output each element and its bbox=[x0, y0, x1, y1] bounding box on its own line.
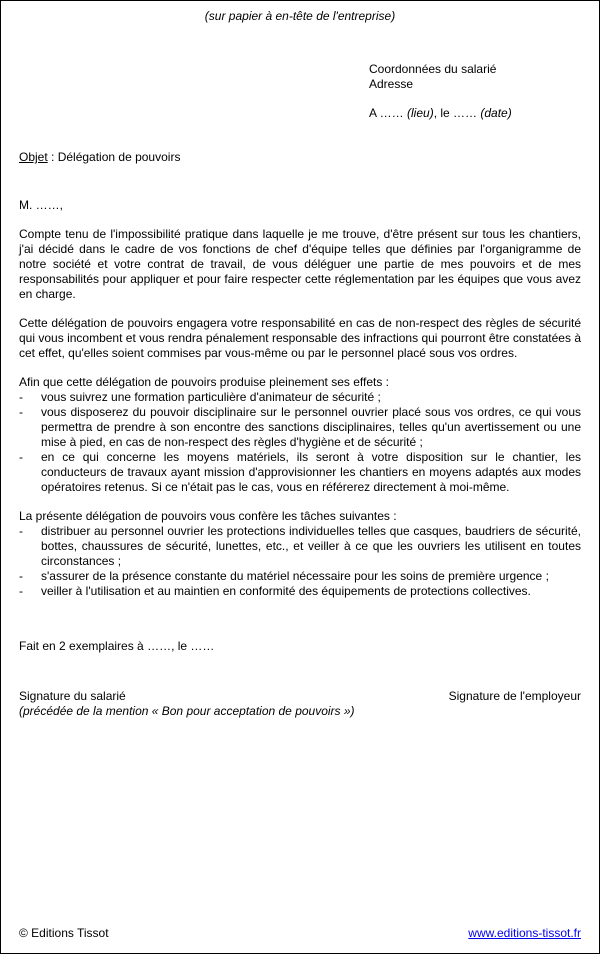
list-item bbox=[19, 569, 581, 584]
list-item bbox=[19, 450, 581, 495]
recipient-name-line: Coordonnées du salarié bbox=[369, 62, 497, 76]
list-item-text: distribuer au personnel ouvrier les protections individuelles telles que casques, baudriers de sécurité, bottes, chaussures de sécurité, lunettes, etc., et veiller à ce que les ouvriers les utilisent en toutes circonstances ; bbox=[41, 524, 581, 568]
place-date-line bbox=[369, 106, 581, 121]
paragraph-2: Cette délégation de pouvoirs engagera votre responsabilité en cas de non-respect des règles de sécurité qui vous incombent et vous rendra pénalement responsable des infractions qui pourront être constatées à cet effet, qu'elles soient commises par vous-même ou par le personnel placé sous vos ordres. bbox=[19, 316, 581, 360]
employee-signature-block bbox=[19, 689, 355, 719]
date-part: , le …… bbox=[433, 106, 481, 120]
list-2-intro: La présente délégation de pouvoirs vous confère les tâches suivantes : bbox=[19, 509, 397, 523]
list-item-text: veiller à l'utilisation et au maintien en conformité des équipements de protections collectives. bbox=[41, 584, 531, 598]
page-footer bbox=[19, 926, 581, 941]
bullet-dash: - bbox=[19, 390, 23, 404]
list-1-intro: Afin que cette délégation de pouvoirs produise pleinement ses effets : bbox=[19, 375, 390, 389]
list-item-text: vous suivrez une formation particulière d'animateur de sécurité ; bbox=[41, 390, 381, 404]
closing-line: Fait en 2 exemplaires à ……, le …… bbox=[19, 639, 215, 653]
subject-line bbox=[19, 150, 581, 165]
signature-block bbox=[19, 689, 581, 719]
bullet-dash: - bbox=[19, 524, 23, 538]
employee-signature-label: Signature du salarié bbox=[19, 689, 126, 703]
date-part: A …… bbox=[369, 106, 408, 120]
bullet-dash: - bbox=[19, 450, 23, 464]
subject-text: : Délégation de pouvoirs bbox=[47, 150, 181, 164]
list-2 bbox=[19, 524, 581, 599]
list-item bbox=[19, 524, 581, 569]
recipient-address-line: Adresse bbox=[369, 77, 414, 91]
bullet-dash: - bbox=[19, 584, 23, 598]
address-block bbox=[369, 62, 581, 121]
list-item-text: s'assurer de la présence constante du matériel nécessaire pour les soins de première urgence ; bbox=[41, 569, 549, 583]
list-item-text: en ce qui concerne les moyens matériels, ils seront à votre disposition sur le chantier, les conducteurs de travaux ayant mission d'approvisionner les chantiers en moyens adaptés aux modes opératoires retenus. Si ce n'était pas le cas, vous en référerez directement à moi-même. bbox=[41, 450, 581, 494]
list-1 bbox=[19, 390, 581, 495]
list-item bbox=[19, 584, 581, 599]
letterhead-note: (sur papier à en-tête de l'entreprise) bbox=[204, 9, 396, 23]
copyright-text: © Editions Tissot bbox=[19, 926, 109, 940]
employer-signature-label: Signature de l'employeur bbox=[448, 689, 581, 703]
lieu-placeholder: (lieu) bbox=[407, 106, 434, 120]
subject-label: Objet bbox=[19, 150, 48, 164]
bullet-dash: - bbox=[19, 569, 23, 583]
bullet-dash: - bbox=[19, 405, 23, 419]
list-item bbox=[19, 405, 581, 450]
paragraph-1: Compte tenu de l'impossibilité pratique dans laquelle je me trouve, d'être présent sur tous les chantiers, j'ai décidé dans le cadre de vos fonctions de chef d'équipe telles que définies par l'organigramme de notre société et votre contrat de travail, de vous déléguer une partie de mes pouvoirs et de mes responsabilités pour appliquer et pour faire respecter cette réglementation par les équipes que vous avez en charge. bbox=[19, 227, 581, 301]
editions-tissot-link[interactable]: www.editions-tissot.fr bbox=[468, 926, 581, 940]
list-item-text: vous disposerez du pouvoir disciplinaire sur le personnel ouvrier placé sous vos ordres, ce qui vous permettra de prendre à son encontre des sanctions disciplinaires, telles qu'un avertissement ou une mise à pied, en cas de non-respect des règles d'hygiène et de sécurité ; bbox=[41, 405, 581, 449]
date-placeholder: (date) bbox=[480, 106, 512, 120]
list-item bbox=[19, 390, 581, 405]
salutation: M. ……, bbox=[19, 198, 63, 212]
employee-signature-note: (précédée de la mention « Bon pour acceptation de pouvoirs ») bbox=[19, 704, 355, 718]
